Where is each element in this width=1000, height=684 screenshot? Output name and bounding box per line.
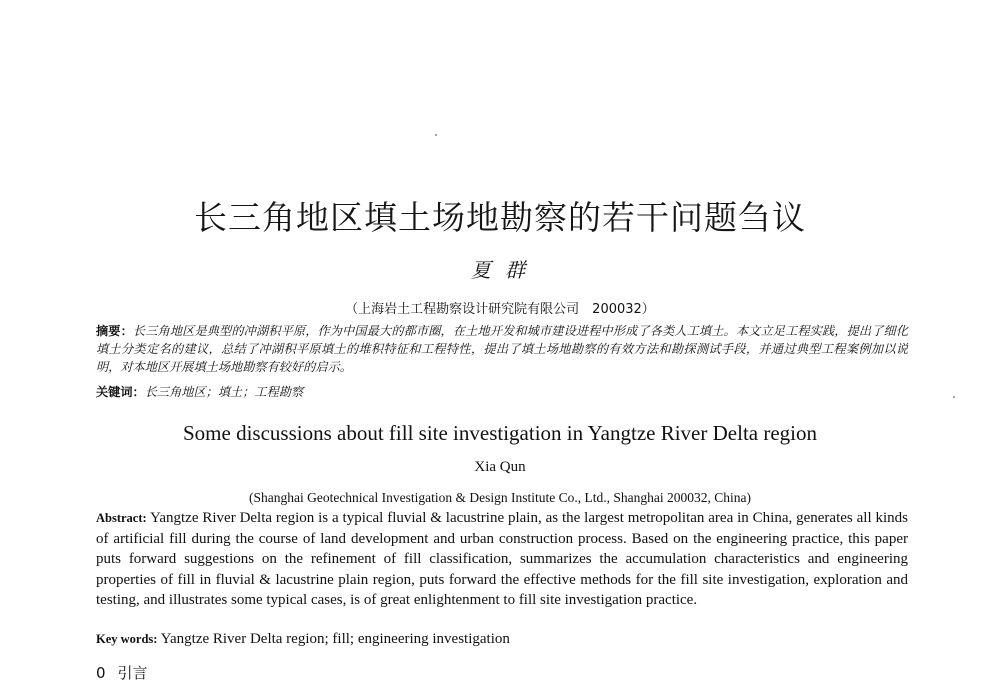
- chinese-keywords-label: 关键词：: [96, 385, 145, 399]
- english-keywords: [96, 629, 908, 649]
- english-abstract-text: Yangtze River Delta region is a typical fluvial & lacustrine plain, as the largest metropolitan area in China, generates all kinds of artificial fill during the course of land development and urban construction process. Based on the engineering practice, this paper puts forward suggestions on the refinement of fill classification, summarizes the accumulation characteristics and engineering properties of fill in fluvial & lacustrine plain region, puts forward the effective methods for the fill site investigation, exploration and testing, and illustrates some typical cases, is of great enlightenment to fill site investigation practice.: [96, 510, 908, 608]
- english-keywords-label: Key words:: [96, 632, 158, 646]
- section-number: 0: [96, 664, 106, 682]
- english-keywords-text: Yangtze River Delta region; fill; engineering investigation: [160, 631, 510, 647]
- english-abstract: [96, 508, 908, 611]
- english-author: Xia Qun: [474, 459, 526, 475]
- scan-speck: [953, 396, 955, 398]
- chinese-abstract-text: 长三角地区是典型的冲湖积平原，作为中国最大的都市圈，在土地开发和城市建设进程中形成了各类人工填土。本文立足工程实践，提出了细化填土分类定名的建议，总结了冲湖积平原填土的堆积特征和工程特性，提出了填土场地勘察的有效方法和勘探测试手段，并通过典型工程案例加以说明，对本地区开展填土场地勘察有较好的启示。: [96, 324, 909, 374]
- english-affiliation: (Shanghai Geotechnical Investigation & Design Institute Co., Ltd., Shanghai 200032, China): [248, 490, 752, 505]
- chinese-keywords-text: 长三角地区；填土；工程勘察: [144, 385, 304, 399]
- chinese-title: 长三角地区填土场地勘察的若干问题刍议: [194, 198, 806, 237]
- chinese-affiliation: （上海岩土工程勘察设计研究院有限公司 200032）: [345, 302, 655, 317]
- section-heading-introduction: [96, 662, 148, 683]
- english-title: Some discussions about fill site investigation in Yangtze River Delta region: [182, 421, 817, 445]
- chinese-author: 夏 群: [470, 258, 530, 282]
- section-title: 引言: [117, 664, 148, 682]
- chinese-abstract: [96, 322, 908, 376]
- chinese-keywords: [96, 383, 908, 401]
- english-abstract-label: Abstract:: [96, 511, 147, 525]
- scan-speck: [435, 134, 437, 136]
- chinese-abstract-label: 摘要：: [96, 324, 133, 338]
